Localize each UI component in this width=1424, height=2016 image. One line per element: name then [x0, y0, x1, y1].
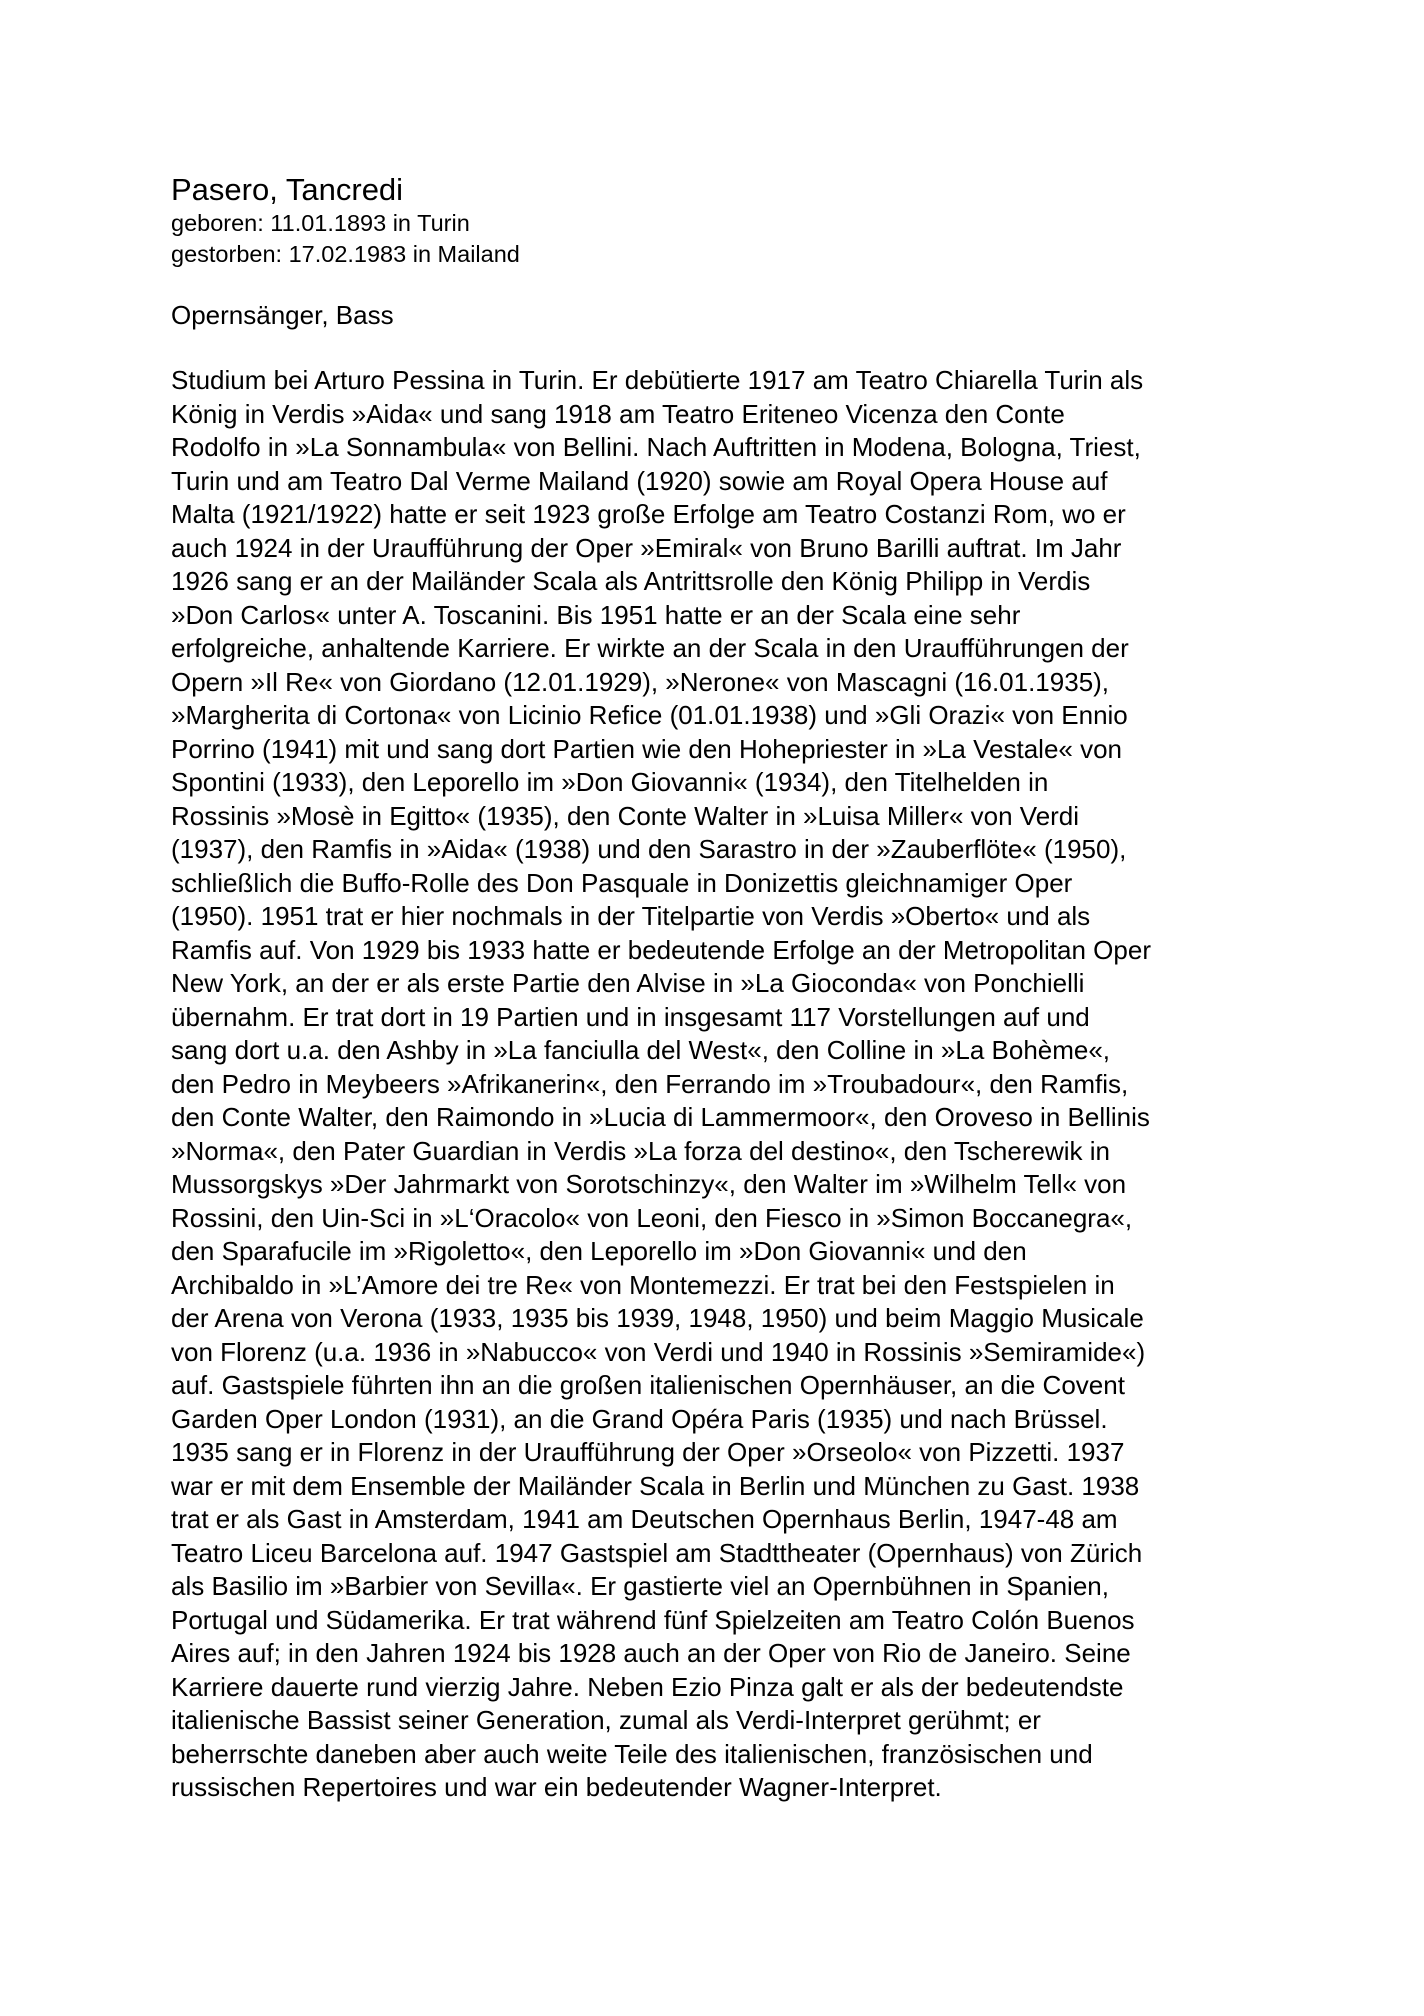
biography-line: trat er als Gast in Amsterdam, 1941 am Deutschen Opernhaus Berlin, 1947-48 am — [171, 1504, 1118, 1534]
biography-line: Garden Oper London (1931), an die Grand Opéra Paris (1935) und nach Brüssel. — [171, 1403, 1108, 1434]
biography-line: Portugal und Südamerika. Er trat während fünf Spielzeiten am Teatro Colón Buenos — [171, 1604, 1135, 1635]
biography-line: Porrino (1941) mit und sang dort Partien wie den Hohepriester in »La Vestale« von — [171, 733, 1123, 764]
biography-line: 1926 sang er an der Mailänder Scala als Antrittsrolle den König Philipp in Verdis — [171, 566, 1091, 596]
biography-line: schließlich die Buffo-Rolle des Don Pasquale in Donizettis gleichnamiger Oper — [171, 867, 1073, 898]
biography-line: König in Verdis »Aida« und sang 1918 am Teatro Eriteneo Vicenza den Conte — [171, 398, 1065, 429]
biography-line: (1950). 1951 trat er hier nochmals in der Titelpartie von Verdis »Oberto« und als — [171, 901, 1091, 931]
biography-line: Ramfis auf. Von 1929 bis 1933 hatte er bedeutende Erfolge an der Metropolitan Oper — [171, 934, 1151, 965]
death-info: gestorben: 17.02.1983 in Mailand — [171, 241, 520, 267]
birth-info: geboren: 11.01.1893 in Turin — [171, 210, 470, 236]
document-title: Pasero, Tancredi — [171, 172, 404, 207]
biography-line: den Conte Walter, den Raimondo in »Lucia di Lammermoor«, den Oroveso in Bellinis — [171, 1102, 1150, 1132]
biography-line: Teatro Liceu Barcelona auf. 1947 Gastspiel am Stadttheater (Opernhaus) von Zürich — [171, 1537, 1143, 1568]
biography-line: auch 1924 in der Uraufführung der Oper »Emiral« von Bruno Barilli auftrat. Im Jahr — [171, 532, 1122, 563]
biography-line: New York, an der er als erste Partie den Alvise in »La Gioconda« von Ponchielli — [171, 968, 1085, 998]
biography-line: »Don Carlos« unter A. Toscanini. Bis 1951 hatte er an der Scala eine sehr — [171, 599, 1021, 630]
biography-line: Opern »Il Re« von Giordano (12.01.1929), »Nerone« von Mascagni (16.01.1935), — [171, 666, 1110, 697]
biography-line: erfolgreiche, anhaltende Karriere. Er wirkte an der Scala in den Uraufführungen der — [171, 633, 1129, 663]
biography-line: russischen Repertoires und war ein bedeutender Wagner-Interpret. — [171, 1772, 942, 1802]
biography-line: Rossini, den Uin-Sci in »L‘Oracolo« von Leoni, den Fiesco in »Simon Boccanegra«, — [171, 1202, 1133, 1233]
biography-line: Karriere dauerte rund vierzig Jahre. Neben Ezio Pinza galt er als der bedeutendste — [171, 1671, 1124, 1702]
biography-line: Aires auf; in den Jahren 1924 bis 1928 auch an der Oper von Rio de Janeiro. Seine — [171, 1638, 1131, 1668]
biography-line: der Arena von Verona (1933, 1935 bis 1939, 1948, 1950) und beim Maggio Musicale — [171, 1303, 1144, 1333]
biography-line: »Margherita di Cortona« von Licinio Refice (01.01.1938) und »Gli Orazi« von Ennio — [171, 700, 1128, 730]
biography-line: Malta (1921/1922) hatte er seit 1923 große Erfolge am Teatro Costanzi Rom, wo er — [171, 499, 1126, 529]
biography-line: war er mit dem Ensemble der Mailänder Scala in Berlin und München zu Gast. 1938 — [171, 1470, 1140, 1501]
biography-line: beherrschte daneben aber auch weite Teile des italienischen, französischen und — [171, 1738, 1093, 1769]
biography-line: 1935 sang er in Florenz in der Uraufführung der Oper »Orseolo« von Pizzetti. 1937 — [171, 1437, 1125, 1467]
biography-line: Mussorgskys »Der Jahrmarkt von Sorotschinzy«, den Walter im »Wilhelm Tell« von — [171, 1169, 1127, 1199]
biography-line: auf. Gastspiele führten ihn an die großen italienischen Opernhäuser, an die Covent — [171, 1370, 1125, 1400]
biography-line: Rodolfo in »La Sonnambula« von Bellini. Nach Auftritten in Modena, Bologna, Triest, — [171, 432, 1141, 462]
biography-line: Spontini (1933), den Leporello im »Don Giovanni« (1934), den Titelhelden in — [171, 767, 1049, 797]
biography-line: von Florenz (u.a. 1936 in »Nabucco« von Verdi und 1940 in Rossinis »Semiramide«) — [171, 1336, 1146, 1367]
biography-line: »Norma«, den Pater Guardian in Verdis »La forza del destino«, den Tscherewik in — [171, 1135, 1110, 1166]
biography-line: sang dort u.a. den Ashby in »La fanciulla del West«, den Colline in »La Bohème«, — [171, 1035, 1111, 1065]
biography-line: (1937), den Ramfis in »Aida« (1938) und den Sarastro in der »Zauberflöte« (1950), — [171, 834, 1127, 864]
biography-line: Archibaldo in »L’Amore dei tre Re« von Montemezzi. Er trat bei den Festspielen in — [171, 1269, 1115, 1300]
document-content — [171, 172, 1271, 1805]
biography-line: den Sparafucile im »Rigoletto«, den Leporello im »Don Giovanni« und den — [171, 1236, 1027, 1266]
biography-line: Studium bei Arturo Pessina in Turin. Er debütierte 1917 am Teatro Chiarella Turin als — [171, 365, 1144, 395]
profession: Opernsänger, Bass — [171, 300, 394, 330]
biography-line: übernahm. Er trat dort in 19 Partien und in insgesamt 117 Vorstellungen auf und — [171, 1001, 1090, 1032]
biography-line: Turin und am Teatro Dal Verme Mailand (1920) sowie am Royal Opera House auf — [171, 465, 1108, 496]
biography-line: als Basilio im »Barbier von Sevilla«. Er gastierte viel an Opernbühnen in Spanien, — [171, 1571, 1109, 1601]
biography-line: den Pedro in Meybeers »Afrikanerin«, den Ferrando im »Troubadour«, den Ramfis, — [171, 1068, 1129, 1099]
biography-line: Rossinis »Mosè in Egitto« (1935), den Conte Walter in »Luisa Miller« von Verdi — [171, 800, 1080, 831]
biography-line: italienische Bassist seiner Generation, zumal als Verdi-Interpret gerühmt; er — [171, 1705, 1041, 1735]
biography-text — [171, 364, 1271, 1805]
